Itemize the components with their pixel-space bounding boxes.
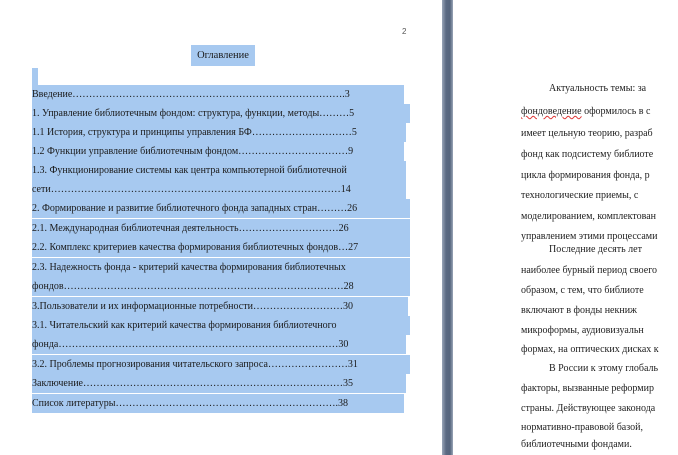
toc-entry-2-3[interactable]: 2.3. Надежность фонда - критерий качества формирования библиотечных [32,258,410,277]
body-line: факторы, вызванные реформир [521,383,654,394]
toc-entry-2-2[interactable]: 2.2. Комплекс критериев качества формирования библиотечных фондов…27 [32,238,410,257]
body-line: Актуальность темы: за [549,83,647,94]
toc-entry-intro[interactable]: Введение……………………………………………………………………….3 [32,85,404,104]
body-line: нормативно-правовой базой, [521,422,643,433]
page-separator [442,0,453,455]
toc-entry-3-1[interactable]: 3.1. Читательский как критерий качества формирования библиотечного [32,316,410,335]
toc-entry-2[interactable]: 2. Формирование и развитие библиотечного фонда западных стран………26 [32,199,410,218]
toc-entry-1-3-cont[interactable]: сети……………………………………………………………………………14 [32,180,406,199]
toc-entry-3[interactable]: 3.Пользователи и их информационные потребности………………………30 [32,297,408,316]
toc-entry-1[interactable]: 1. Управление библиотечным фондом: структура, функции, методы………5 [32,104,410,123]
body-line: наиболее бурный период своего [521,265,658,276]
body-line: цикла формирования фонда, р [521,170,650,181]
body-line: фонд как подсистему библиоте [521,149,654,160]
body-line: Последние десять лет [549,244,642,255]
body-line: образом, с тем, что библиоте [521,285,644,296]
page-number: 2 [402,27,407,36]
toc-entry-1-1[interactable]: 1.1 История, структура и принципы управления БФ…………………………5 [32,123,406,142]
toc-entry-conclusion[interactable]: Заключение……………………………………………………………………35 [32,374,406,393]
toc-entry-1-3[interactable]: 1.3. Функционирование системы как центра компьютерной библиотечной [32,161,406,180]
body-line: формах, на оптических дисках к [521,344,659,355]
toc-entry-2-1[interactable]: 2.1. Международная библиотечная деятельность…………………………26 [32,219,410,238]
misspelled-word[interactable]: фондоведение [521,106,582,117]
toc-entry-2-3-cont[interactable]: фондов…………………………………………………………………………28 [32,277,410,296]
body-line: фондоведение оформилось в с [521,106,651,117]
body-line: имеет цельную теорию, разраб [521,128,653,139]
body-line: микроформы, аудиовизуальн [521,325,644,336]
body-line: включают в фонды некниж [521,305,637,316]
toc-entry-1-2[interactable]: 1.2 Функции управление библиотечным фондом……………………………9 [32,142,404,161]
body-line: библиотечными фондами. [521,439,632,450]
body-line: страны. Действующее законода [521,403,656,414]
body-line: моделированием, комплектован [521,211,657,222]
toc-title[interactable]: Оглавление [191,45,255,66]
toc-entry-3-2[interactable]: 3.2. Проблемы прогнозирования читательского запроса……………………31 [32,355,410,374]
document-page-right[interactable] [453,0,678,455]
toc-entry-3-1-cont[interactable]: фонда…………………………………………………………………………30 [32,335,406,354]
body-line: технологические приемы, с [521,190,639,201]
body-line: В России к этому глобаль [549,363,659,374]
selection-marker [32,68,38,85]
toc-entry-bibliography[interactable]: Список литературы………………………………………………………….38 [32,394,404,413]
body-line: управлением этими процессами [521,231,658,242]
